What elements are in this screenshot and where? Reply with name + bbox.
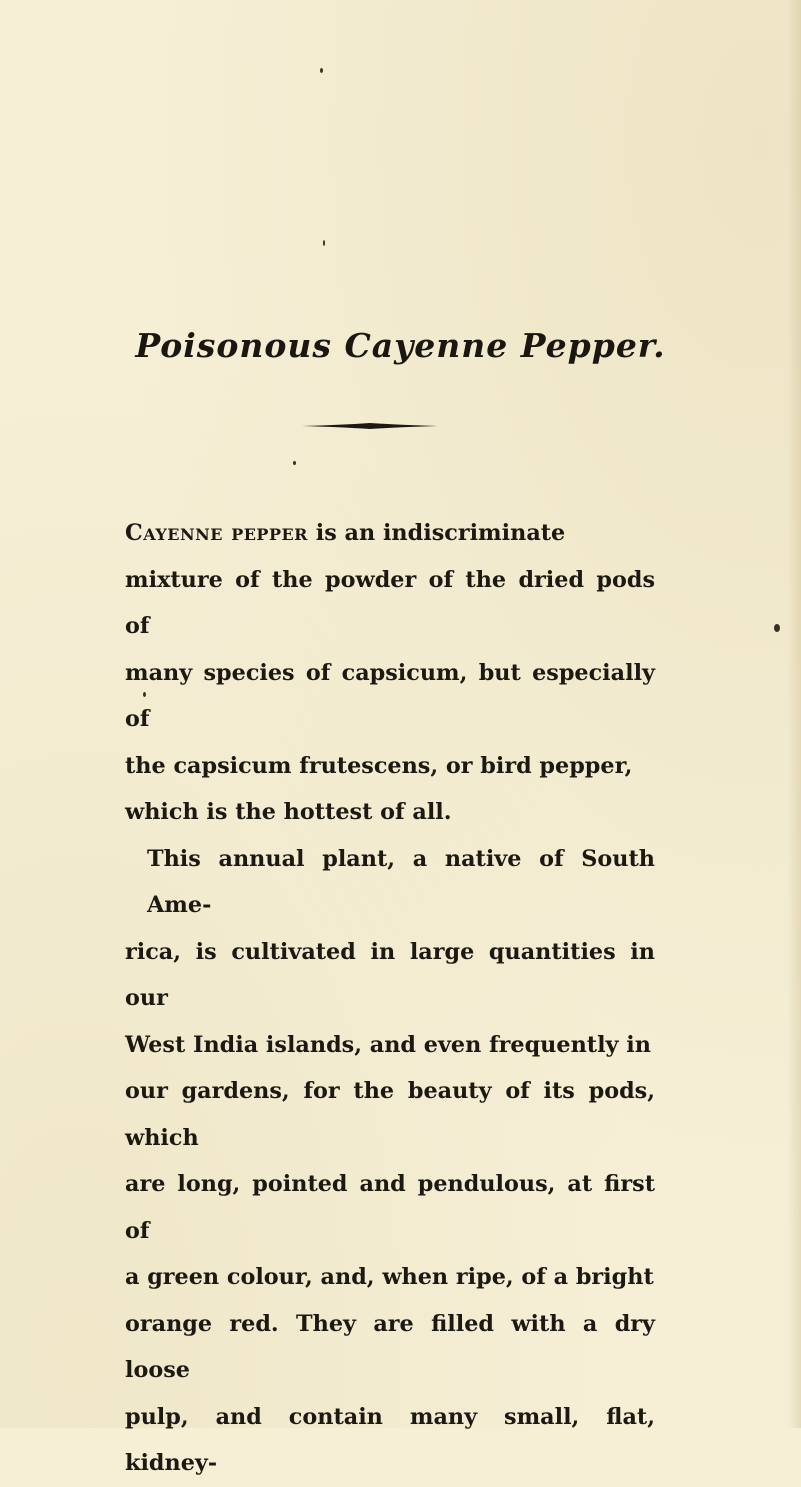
paragraph-2-line-3: West India islands, and even frequently in — [125, 1031, 651, 1058]
paragraph-1-line-5: which is the hottest of all. — [125, 799, 452, 825]
paper-speck — [143, 692, 146, 697]
paragraph-1-line-2: mixture of the powder of the dried pods of — [125, 566, 655, 639]
paragraph-2-line-1: This annual plant, a native of South Ame- — [147, 845, 655, 918]
page-title: Poisonous Cayenne Pepper. — [135, 326, 666, 365]
body-text — [125, 510, 655, 1487]
paper-speck — [320, 68, 323, 73]
paragraph-2-line-6: a green colour, and, when ripe, of a bright — [125, 1264, 654, 1290]
paragraph-2-line-7: orange red. They are filled with a dry loose — [125, 1310, 655, 1383]
paragraph-1-line-4: the capsicum frutescens, or bird pepper, — [125, 752, 633, 779]
title-ornament-rule — [300, 420, 440, 432]
paragraph-1-line-3: many species of capsicum, but especially of — [125, 659, 655, 732]
paragraph-2-line-5: are long, pointed and pendulous, at first of — [125, 1171, 655, 1244]
paragraph-2-line-8: pulp, and contain many small, flat, kidney- — [125, 1403, 655, 1476]
paragraph-1-line-1: is an indiscriminate — [307, 520, 566, 546]
page-edge-shadow — [787, 0, 801, 1428]
paragraph-2-line-4: our gardens, for the beauty of its pods, which — [125, 1078, 655, 1151]
paragraph-1 — [125, 510, 655, 836]
paragraph-2-continued — [125, 929, 655, 1487]
paragraph-2-line-2: rica, is cultivated in large quantities in our — [125, 938, 655, 1011]
paper-speck — [293, 461, 296, 465]
paper-speck — [323, 240, 325, 246]
paragraph-1-lead: Cayenne pepper — [125, 520, 308, 546]
paragraph-2 — [125, 836, 655, 929]
paper-speck — [774, 624, 780, 632]
